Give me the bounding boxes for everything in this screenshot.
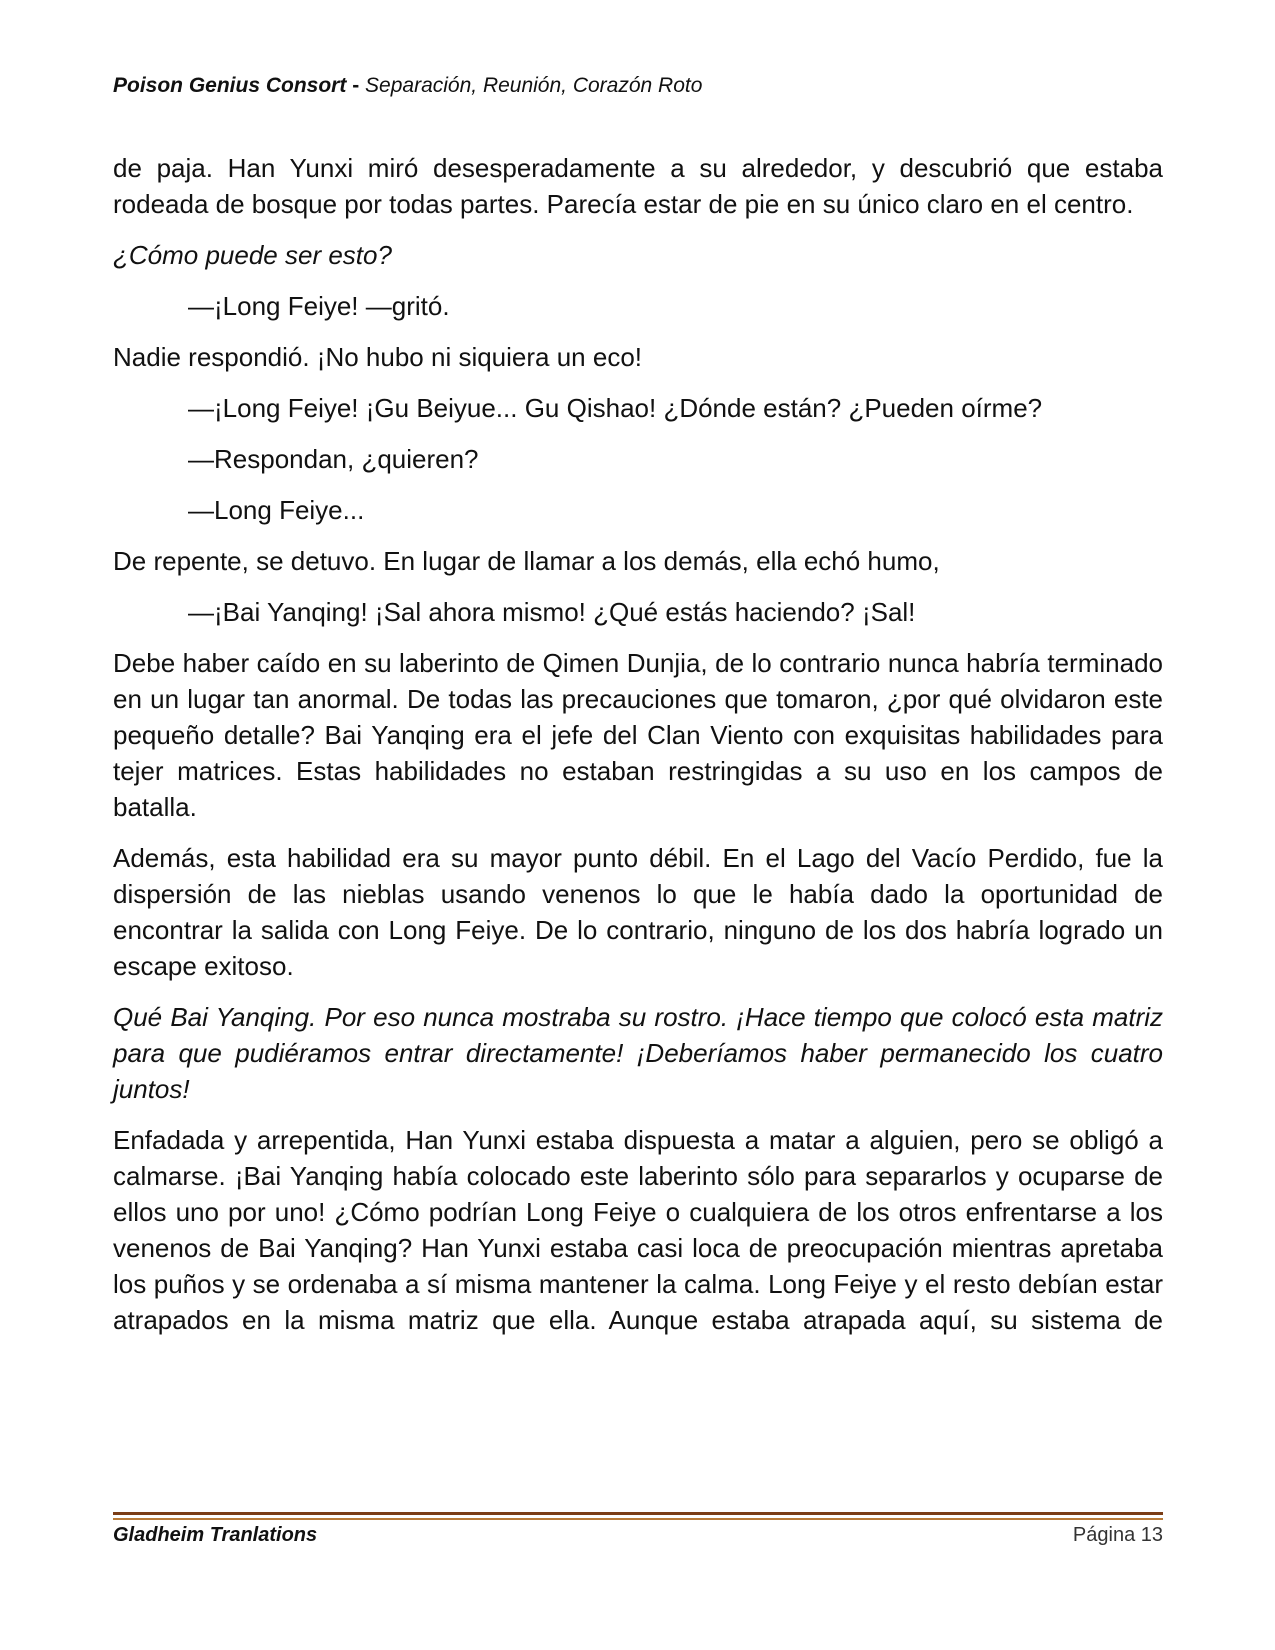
paragraph: Además, esta habilidad era su mayor punto débil. En el Lago del Vacío Perdido, fue la dispersión de las nieblas usando venenos lo que le había dado la oportunidad de encontrar la salida con Long Feiye. De lo contrario, ninguno de los dos habría logrado un escape exitoso. xyxy=(113,843,1163,981)
paragraph-italic: Qué Bai Yanqing. Por eso nunca mostraba su rostro. ¡Hace tiempo que colocó esta matriz para que pudiéramos entrar directamente! ¡Deberíamos haber permanecido los cuatro juntos! xyxy=(113,1002,1163,1104)
translator-credit: Gladheim Tranlations xyxy=(113,1524,318,1546)
dialogue-line: —¡Long Feiye! —gritó. xyxy=(188,291,450,321)
paragraph: Nadie respondió. ¡No hubo ni siquiera un eco! xyxy=(113,342,643,372)
paragraph: Enfadada y arrepentida, Han Yunxi estaba dispuesta a matar a alguien, pero se obligó a calmarse. ¡Bai Yanqing había colocado este laberinto sólo para separarlos y ocuparse de ellos uno por uno! ¿Cómo podrían Long Feiye o cualquiera de los otros enfrentarse a los venenos de Bai Yanqing? Han Yunxi estaba casi loca de preocupación mientras apretaba los puños y se ordenaba a sí misma mantener la calma. Long Feiye y el resto debían estar atrapados en la misma matriz que ella. Aunque estaba atrapada aquí, su sistema de xyxy=(113,1125,1163,1335)
page-header xyxy=(113,74,702,98)
chapter-title: Separación, Reunión, Corazón Roto xyxy=(365,74,703,97)
dialogue-line: —Respondan, ¿quieren? xyxy=(188,444,479,474)
paragraph-italic: ¿Cómo puede ser esto? xyxy=(113,240,392,270)
paragraph: Debe haber caído en su laberinto de Qimen Dunjia, de lo contrario nunca habría terminado en un lugar tan anormal. De todas las precauciones que tomaron, ¿por qué olvidaron este pequeño detalle? Bai Yanqing era el jefe del Clan Viento con exquisitas habilidades para tejer matrices. Estas habilidades no estaban restringidas a su uso en los campos de batalla. xyxy=(113,648,1163,822)
footer-rule xyxy=(113,1512,1163,1520)
paragraph: de paja. Han Yunxi miró desesperadamente a su alrededor, y descubrió que estaba rodeada de bosque por todas partes. Parecía estar de pie en su único claro en el centro. xyxy=(113,153,1163,219)
footer-rule-dark xyxy=(113,1512,1163,1515)
book-title: Poison Genius Consort xyxy=(113,74,347,97)
dialogue-line: —¡Bai Yanqing! ¡Sal ahora mismo! ¿Qué estás haciendo? ¡Sal! xyxy=(188,597,916,627)
paragraph: De repente, se detuvo. En lugar de llamar a los demás, ella echó humo, xyxy=(113,546,940,576)
footer-rule-light xyxy=(113,1518,1163,1520)
page-number: Página 13 xyxy=(1072,1524,1163,1546)
header-separator: - xyxy=(346,74,366,97)
body-text xyxy=(113,150,1163,1353)
dialogue-line: —¡Long Feiye! ¡Gu Beiyue... Gu Qishao! ¿Dónde están? ¿Pueden oírme? xyxy=(188,393,1043,423)
dialogue-line: —Long Feiye... xyxy=(188,495,365,525)
